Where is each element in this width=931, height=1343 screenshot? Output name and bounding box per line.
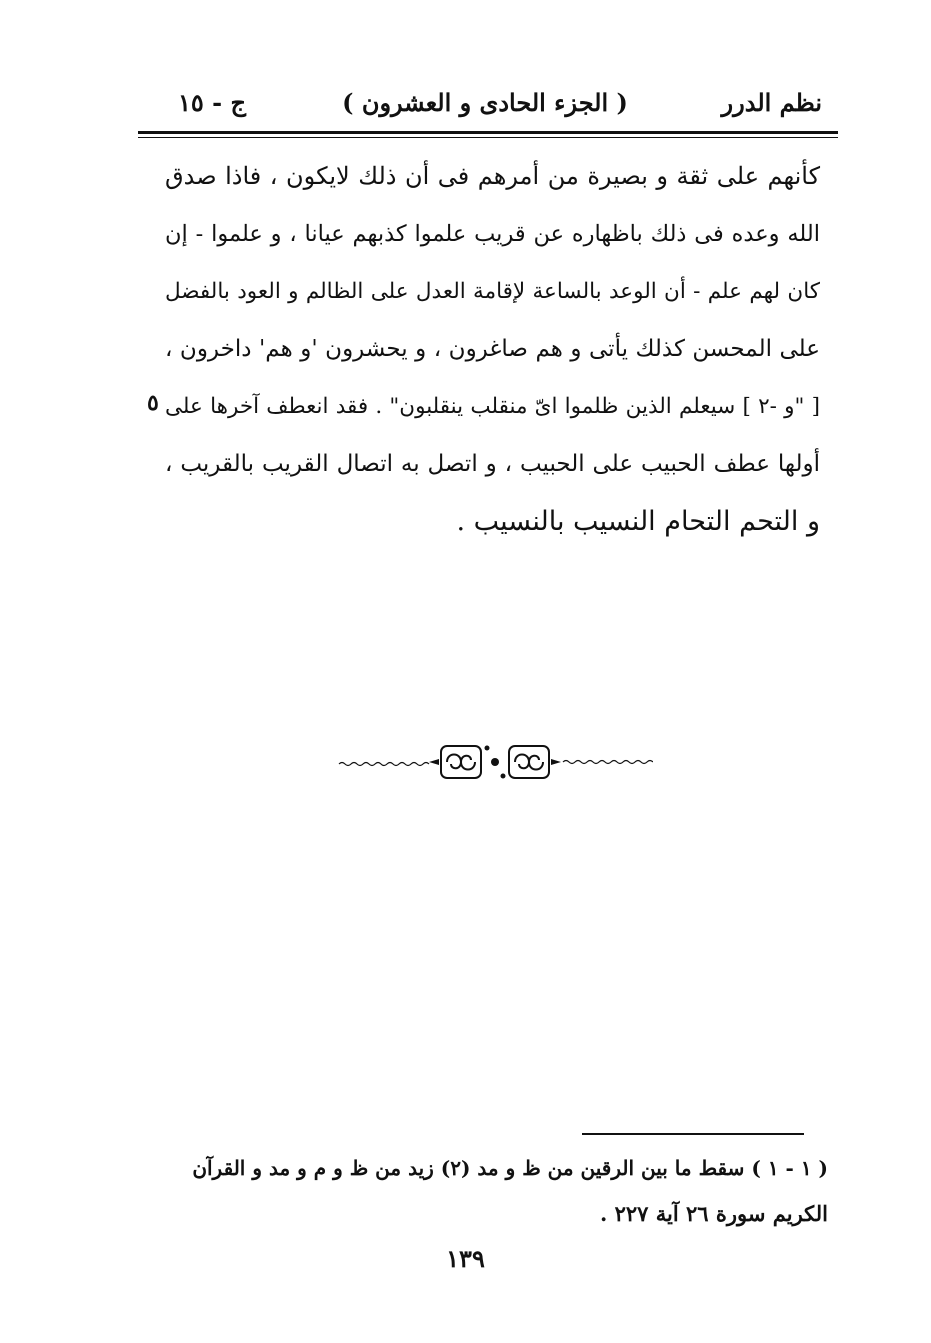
main-text — [165, 148, 820, 551]
footnote-line: ( ١ - ١ ) سقط ما بين الرقين من ظ و مد (٢) زيد من ظ و م و مد و القرآن — [192, 1156, 828, 1180]
footnote-rule — [582, 1133, 804, 1135]
text-line: كان لهم علم - أن الوعد بالساعة لإقامة العدل على الظالم و العود بالفضل — [165, 279, 820, 304]
text-line: [ "و -٢ ] سيعلم الذين ظلموا اىّ منقلب ينقلبون" . فقد انعطف آخرها على — [165, 394, 820, 419]
text-line: و التحم التحام النسيب بالنسيب . — [456, 506, 820, 537]
ornament-divider-icon — [337, 740, 653, 784]
text-line: على المحسن كذلك يأتى و هم صاغرون ، و يحشرون 'و هم' داخرون ، — [165, 335, 820, 362]
running-header — [140, 82, 830, 126]
volume-number: ج - ١٥ — [178, 88, 246, 117]
header-rule-thin — [138, 137, 838, 138]
text-line: الله وعده فى ذلك باظهاره عن قريب علموا كذبهم عيانا ، و علموا - إن — [165, 220, 820, 247]
page-number: ١٣٩ — [446, 1244, 485, 1273]
footnotes — [178, 1145, 828, 1237]
part-title: ( الجزء الحادى و العشرون ) — [342, 88, 628, 117]
text-line: كأنهم على ثقة و بصيرة من أمرهم فى أن ذلك لايكون ، فاذا صدق — [165, 162, 820, 190]
book-title: نظم الدرر — [721, 88, 822, 117]
footnote-line: الكريم سورة ٢٦ آية ٢٢٧ . — [599, 1201, 828, 1226]
line-number-marker: ٥ — [147, 390, 159, 416]
text-line: أولها عطف الحبيب على الحبيب ، و اتصل به اتصال القريب بالقريب ، — [165, 450, 820, 477]
header-rule-thick — [138, 131, 838, 134]
